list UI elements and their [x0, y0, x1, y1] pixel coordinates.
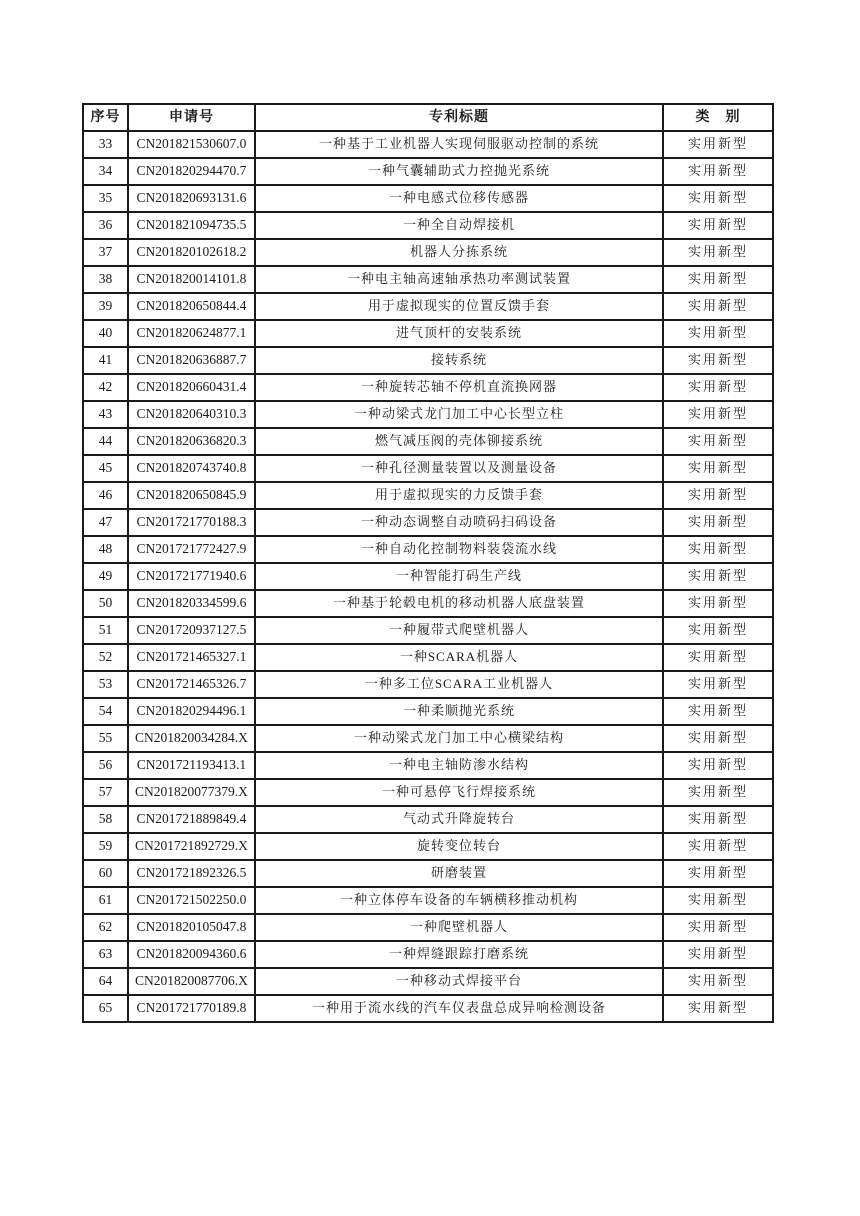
table-row: [83, 239, 773, 266]
table-row: [83, 860, 773, 887]
table-row: [83, 266, 773, 293]
cell-patent-title: 一种电主轴防渗水结构: [255, 752, 663, 779]
cell-serial-number: 33: [83, 131, 128, 158]
cell-category: 实用新型: [663, 941, 773, 968]
header-category: 类 别: [663, 104, 773, 131]
cell-serial-number: 64: [83, 968, 128, 995]
cell-serial-number: 36: [83, 212, 128, 239]
table-row: [83, 428, 773, 455]
cell-patent-title: 一种动态调整自动喷码扫码设备: [255, 509, 663, 536]
cell-serial-number: 65: [83, 995, 128, 1022]
cell-application-number: CN201820660431.4: [128, 374, 255, 401]
table-row: [83, 671, 773, 698]
cell-category: 实用新型: [663, 833, 773, 860]
cell-patent-title: 一种自动化控制物料装袋流水线: [255, 536, 663, 563]
cell-patent-title: 一种智能打码生产线: [255, 563, 663, 590]
cell-serial-number: 49: [83, 563, 128, 590]
patent-table: [82, 103, 774, 1023]
cell-application-number: CN201820087706.X: [128, 968, 255, 995]
table-row: [83, 374, 773, 401]
patent-table-body: [83, 131, 773, 1022]
cell-application-number: CN201820334599.6: [128, 590, 255, 617]
cell-category: 实用新型: [663, 266, 773, 293]
cell-serial-number: 59: [83, 833, 128, 860]
cell-serial-number: 53: [83, 671, 128, 698]
table-row: [83, 536, 773, 563]
cell-serial-number: 48: [83, 536, 128, 563]
cell-patent-title: 进气顶杆的安装系统: [255, 320, 663, 347]
table-row: [83, 590, 773, 617]
table-row: [83, 185, 773, 212]
table-row: [83, 914, 773, 941]
cell-application-number: CN201721892729.X: [128, 833, 255, 860]
cell-patent-title: 一种焊缝跟踪打磨系统: [255, 941, 663, 968]
cell-application-number: CN201820636887.7: [128, 347, 255, 374]
cell-patent-title: 一种柔顺抛光系统: [255, 698, 663, 725]
cell-patent-title: 燃气减压阀的壳体铆接系统: [255, 428, 663, 455]
cell-serial-number: 34: [83, 158, 128, 185]
cell-patent-title: 一种立体停车设备的车辆横移推动机构: [255, 887, 663, 914]
cell-application-number: CN201721502250.0: [128, 887, 255, 914]
cell-category: 实用新型: [663, 806, 773, 833]
table-row: [83, 968, 773, 995]
cell-category: 实用新型: [663, 482, 773, 509]
cell-application-number: CN201820693131.6: [128, 185, 255, 212]
table-row: [83, 833, 773, 860]
cell-patent-title: 一种气囊辅助式力控抛光系统: [255, 158, 663, 185]
cell-patent-title: 一种多工位SCARA工业机器人: [255, 671, 663, 698]
cell-application-number: CN201721465326.7: [128, 671, 255, 698]
table-row: [83, 752, 773, 779]
cell-serial-number: 47: [83, 509, 128, 536]
cell-application-number: CN201820014101.8: [128, 266, 255, 293]
cell-serial-number: 57: [83, 779, 128, 806]
table-row: [83, 725, 773, 752]
cell-category: 实用新型: [663, 131, 773, 158]
cell-category: 实用新型: [663, 752, 773, 779]
cell-serial-number: 42: [83, 374, 128, 401]
cell-application-number: CN201820077379.X: [128, 779, 255, 806]
cell-serial-number: 35: [83, 185, 128, 212]
table-row: [83, 644, 773, 671]
cell-patent-title: 一种电主轴高速轴承热功率测试装置: [255, 266, 663, 293]
table-row: [83, 887, 773, 914]
cell-serial-number: 52: [83, 644, 128, 671]
cell-category: 实用新型: [663, 968, 773, 995]
cell-category: 实用新型: [663, 374, 773, 401]
cell-patent-title: 一种孔径测量装置以及测量设备: [255, 455, 663, 482]
cell-patent-title: 一种SCARA机器人: [255, 644, 663, 671]
table-row: [83, 698, 773, 725]
table-row: [83, 320, 773, 347]
cell-patent-title: 一种旋转芯轴不停机直流换网器: [255, 374, 663, 401]
cell-serial-number: 56: [83, 752, 128, 779]
header-application-number: 申请号: [128, 104, 255, 131]
cell-application-number: CN201820294496.1: [128, 698, 255, 725]
cell-category: 实用新型: [663, 455, 773, 482]
cell-patent-title: 一种全自动焊接机: [255, 212, 663, 239]
cell-category: 实用新型: [663, 590, 773, 617]
cell-serial-number: 44: [83, 428, 128, 455]
cell-category: 实用新型: [663, 779, 773, 806]
cell-category: 实用新型: [663, 428, 773, 455]
header-patent-title: 专利标题: [255, 104, 663, 131]
cell-patent-title: 研磨装置: [255, 860, 663, 887]
header-serial-number: 序号: [83, 104, 128, 131]
cell-patent-title: 一种可悬停飞行焊接系统: [255, 779, 663, 806]
cell-application-number: CN201820102618.2: [128, 239, 255, 266]
cell-serial-number: 46: [83, 482, 128, 509]
cell-category: 实用新型: [663, 212, 773, 239]
cell-category: 实用新型: [663, 563, 773, 590]
cell-category: 实用新型: [663, 914, 773, 941]
cell-serial-number: 61: [83, 887, 128, 914]
cell-application-number: CN201821094735.5: [128, 212, 255, 239]
cell-serial-number: 62: [83, 914, 128, 941]
table-row: [83, 482, 773, 509]
cell-application-number: CN201721770188.3: [128, 509, 255, 536]
cell-patent-title: 一种电感式位移传感器: [255, 185, 663, 212]
cell-category: 实用新型: [663, 617, 773, 644]
cell-application-number: CN201721772427.9: [128, 536, 255, 563]
cell-patent-title: 气动式升降旋转台: [255, 806, 663, 833]
table-row: [83, 563, 773, 590]
cell-patent-title: 一种基于工业机器人实现伺服驱动控制的系统: [255, 131, 663, 158]
cell-patent-title: 一种基于轮毂电机的移动机器人底盘装置: [255, 590, 663, 617]
table-row: [83, 293, 773, 320]
cell-category: 实用新型: [663, 293, 773, 320]
cell-application-number: CN201721770189.8: [128, 995, 255, 1022]
cell-serial-number: 41: [83, 347, 128, 374]
cell-application-number: CN201721771940.6: [128, 563, 255, 590]
cell-category: 实用新型: [663, 320, 773, 347]
cell-category: 实用新型: [663, 671, 773, 698]
cell-patent-title: 接转系统: [255, 347, 663, 374]
cell-patent-title: 一种用于流水线的汽车仪表盘总成异响检测设备: [255, 995, 663, 1022]
cell-application-number: CN201721193413.1: [128, 752, 255, 779]
cell-patent-title: 机器人分拣系统: [255, 239, 663, 266]
cell-category: 实用新型: [663, 995, 773, 1022]
cell-serial-number: 45: [83, 455, 128, 482]
cell-patent-title: 一种移动式焊接平台: [255, 968, 663, 995]
cell-serial-number: 54: [83, 698, 128, 725]
cell-application-number: CN201721892326.5: [128, 860, 255, 887]
table-row: [83, 779, 773, 806]
cell-application-number: CN201721465327.1: [128, 644, 255, 671]
cell-application-number: CN201820094360.6: [128, 941, 255, 968]
cell-serial-number: 50: [83, 590, 128, 617]
cell-patent-title: 一种动梁式龙门加工中心横梁结构: [255, 725, 663, 752]
table-row: [83, 995, 773, 1022]
table-header-row: [83, 104, 773, 131]
cell-application-number: CN201821530607.0: [128, 131, 255, 158]
cell-patent-title: 用于虚拟现实的位置反馈手套: [255, 293, 663, 320]
table-header: [83, 104, 773, 131]
cell-category: 实用新型: [663, 158, 773, 185]
cell-category: 实用新型: [663, 509, 773, 536]
cell-serial-number: 63: [83, 941, 128, 968]
table-row: [83, 212, 773, 239]
table-row: [83, 509, 773, 536]
cell-category: 实用新型: [663, 185, 773, 212]
cell-category: 实用新型: [663, 725, 773, 752]
cell-application-number: CN201820105047.8: [128, 914, 255, 941]
cell-serial-number: 58: [83, 806, 128, 833]
cell-category: 实用新型: [663, 887, 773, 914]
cell-serial-number: 38: [83, 266, 128, 293]
cell-patent-title: 旋转变位转台: [255, 833, 663, 860]
cell-application-number: CN201820743740.8: [128, 455, 255, 482]
cell-application-number: CN201820034284.X: [128, 725, 255, 752]
table-row: [83, 455, 773, 482]
cell-application-number: CN201820650845.9: [128, 482, 255, 509]
table-row: [83, 347, 773, 374]
table-row: [83, 941, 773, 968]
cell-category: 实用新型: [663, 401, 773, 428]
table-row: [83, 158, 773, 185]
cell-category: 实用新型: [663, 698, 773, 725]
cell-category: 实用新型: [663, 644, 773, 671]
cell-serial-number: 43: [83, 401, 128, 428]
cell-application-number: CN201820640310.3: [128, 401, 255, 428]
cell-patent-title: 一种动梁式龙门加工中心长型立柱: [255, 401, 663, 428]
cell-serial-number: 40: [83, 320, 128, 347]
cell-patent-title: 一种履带式爬壁机器人: [255, 617, 663, 644]
cell-serial-number: 39: [83, 293, 128, 320]
cell-serial-number: 37: [83, 239, 128, 266]
cell-category: 实用新型: [663, 239, 773, 266]
cell-serial-number: 55: [83, 725, 128, 752]
table-row: [83, 617, 773, 644]
cell-application-number: CN201720937127.5: [128, 617, 255, 644]
table-row: [83, 806, 773, 833]
cell-serial-number: 51: [83, 617, 128, 644]
cell-application-number: CN201721889849.4: [128, 806, 255, 833]
cell-category: 实用新型: [663, 347, 773, 374]
cell-application-number: CN201820650844.4: [128, 293, 255, 320]
cell-application-number: CN201820636820.3: [128, 428, 255, 455]
table-row: [83, 131, 773, 158]
cell-serial-number: 60: [83, 860, 128, 887]
cell-application-number: CN201820624877.1: [128, 320, 255, 347]
cell-patent-title: 用于虚拟现实的力反馈手套: [255, 482, 663, 509]
cell-category: 实用新型: [663, 536, 773, 563]
cell-application-number: CN201820294470.7: [128, 158, 255, 185]
cell-category: 实用新型: [663, 860, 773, 887]
cell-patent-title: 一种爬壁机器人: [255, 914, 663, 941]
table-row: [83, 401, 773, 428]
